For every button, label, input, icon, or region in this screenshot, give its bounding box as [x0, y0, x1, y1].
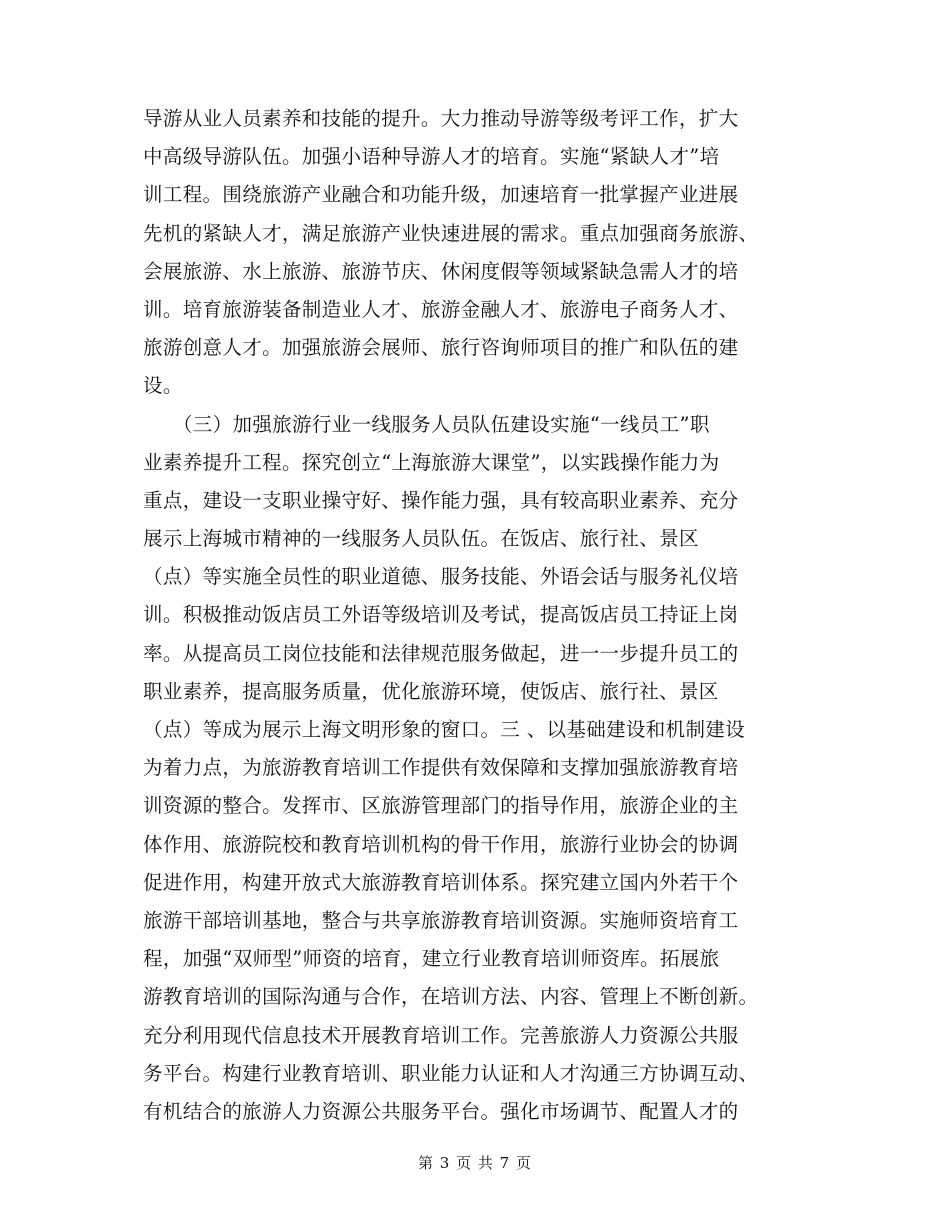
- text-line: 训。培育旅游装备制造业人才、旅游金融人才、旅游电子商务人才、: [143, 297, 739, 321]
- text-line: 为着力点，为旅游教育培训工作提供有效保障和支撑加强旅游教育培: [143, 756, 739, 780]
- text-line: （点）等实施全员性的职业道德、服务技能、外语会话与服务礼仪培: [143, 565, 739, 589]
- text-line: 体作用、旅游院校和教育培训机构的骨干作用，旅游行业协会的协调: [143, 832, 739, 856]
- text-line: 训。积极推动饭店员工外语等级培训及考试，提高饭店员工持证上岗: [143, 603, 739, 627]
- text-line: （三）加强旅游行业一线服务人员队伍建设实施“一线员工”职: [143, 412, 710, 436]
- text-line: 旅游创意人才。加强旅游会展师、旅行咨询师项目的推广和队伍的建: [143, 336, 739, 360]
- text-line: 导游从业人员素养和技能的提升。大力推动导游等级考评工作，扩大: [143, 107, 739, 130]
- text-line: 中高级导游队伍。加强小语种导游人才的培育。实施“紧缺人才”培: [143, 145, 720, 169]
- text-line: 游教育培训的国际沟通与合作，在培训方法、内容、管理上不断创新。: [143, 985, 759, 1009]
- text-line: 促进作用，构建开放式大旅游教育培训体系。探究建立国内外若干个: [143, 870, 739, 894]
- body-text: [143, 100, 803, 1131]
- text-line: 旅游干部培训基地，整合与共享旅游教育培训资源。实施师资培育工: [143, 908, 739, 932]
- text-line: 业素养提升工程。探究创立“上海旅游大课堂”，以实践操作能力为: [143, 450, 720, 474]
- text-line: 充分利用现代信息技术开展教育培训工作。完善旅游人力资源公共服: [143, 1023, 739, 1047]
- text-line: 有机结合的旅游人力资源公共服务平台。强化市场调节、配置人才的: [143, 1099, 739, 1123]
- text-line: 设。: [143, 374, 183, 398]
- text-line: 程，加强“双师型”师资的培育，建立行业教育培训师资库。拓展旅: [143, 947, 720, 971]
- text-line: 先机的紧缺人才，满足旅游产业快速进展的需求。重点加强商务旅游、: [143, 221, 759, 245]
- text-line: 务平台。构建行业教育培训、职业能力认证和人才沟通三方协调互动、: [143, 1061, 759, 1085]
- text-line: 会展旅游、水上旅游、旅游节庆、休闲度假等领域紧缺急需人才的培: [143, 259, 739, 283]
- text-line: 重点，建设一支职业操守好、操作能力强，具有较高职业素养、充分: [143, 488, 739, 512]
- text-line: 率。从提高员工岗位技能和法律规范服务做起，进一一步提升员工的: [143, 641, 739, 665]
- page-number-footer: 第 3 页 共 7 页: [418, 1154, 532, 1172]
- text-line: 职业素养，提高服务质量，优化旅游环境，使饭店、旅行社、景区: [143, 679, 719, 703]
- text-line: （点）等成为展示上海文明形象的窗口。三 、以基础建设和机制建设: [143, 718, 746, 741]
- text-line: 训工程。围绕旅游产业融合和功能升级，加速培育一批掌握产业进展: [143, 183, 739, 207]
- text-line: 展示上海城市精神的一线服务人员队伍。在饭店、旅行社、景区: [143, 527, 699, 551]
- text-line: 训资源的整合。发挥市、区旅游管理部门的指导作用，旅游企业的主: [143, 794, 739, 818]
